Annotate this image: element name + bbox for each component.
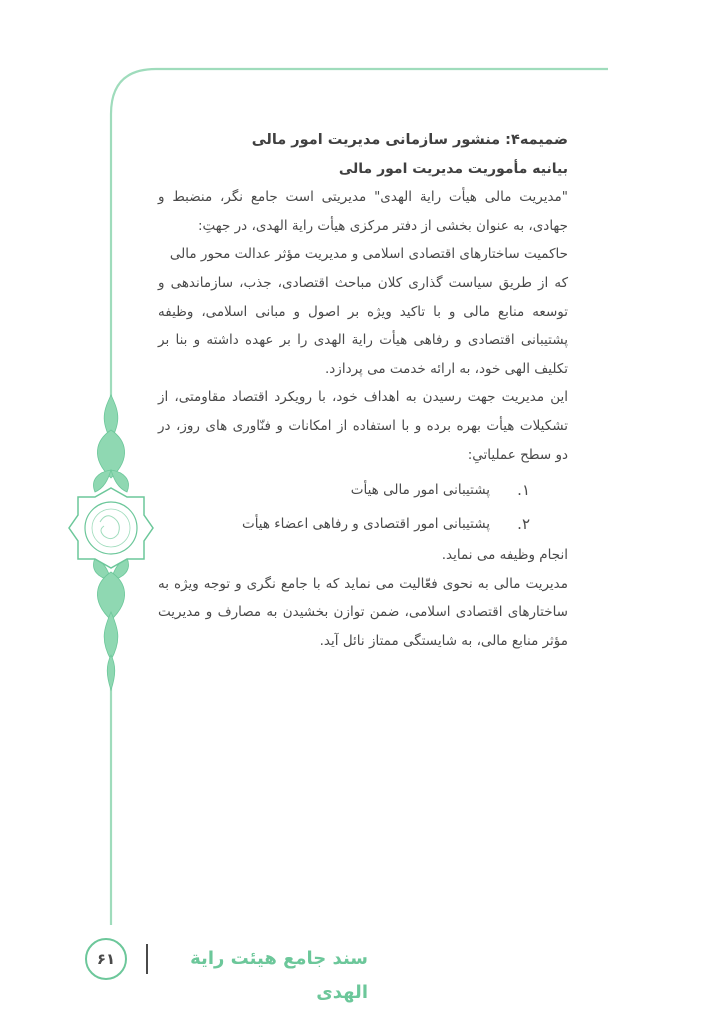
paragraph: مدیریت مالی به نحوی فعّالیت می نماید که با جامع نگری و توجه ویژه به ساختارهای اقتصادی اسلامی، ضمن توازن بخشیدن به مصارف و مدیریت مؤثر منابع مالی، به شایستگی ممتاز نائل آید. [158, 575, 568, 649]
paragraph: که از طریق سیاست گذاری کلان مباحث اقتصادی، جذب، سازماندهی و توسعه منابع مالی و با تاکید ویژه بر اصول و مبانی اسلامی، وظیفه پشتیبانی اقتصادی و رفاهی هیأت رایة الهدی را بر عهده داشته و بنا بر تکلیف الهی خود، به ارائه خدمت می پردازد. [158, 274, 568, 377]
paragraph: این مدیریت جهت رسیدن به اهداف خود، با رویکرد اقتصاد مقاومتی، از تشکیلات هیأت بهره برده و با استفاده از امکانات و فنّاوری های روز، در دو سطح عملیاتیِ: [158, 389, 568, 463]
paragraph: "مدیریت مالی هیأت رایة الهدی" مدیریتی است جامع نگر، منضبط و جهادی، به عنوان بخشی از دفتر مرکزی هیأت رایة الهدی، در جهتِ: [158, 189, 568, 234]
page-number: ۶۱ [96, 950, 116, 968]
list-item-number: ۱. [517, 480, 530, 499]
page-heading: ضمیمه۴: منشور سازمانی مدیریت امور مالی [251, 132, 568, 148]
list-item-text: پشتیبانی امور مالی هیأت [350, 481, 490, 498]
numbered-list [158, 473, 568, 541]
list-item-number: ۲. [517, 514, 530, 533]
list-item [158, 473, 568, 507]
paragraph: انجام وظیفه می نماید. [441, 547, 568, 564]
footer-divider [146, 944, 148, 974]
document-body [158, 126, 568, 656]
list-item-text: پشتیبانی امور اقتصادی و رفاهی اعضاء هیأت [241, 515, 490, 532]
list-item [158, 507, 568, 541]
medallion [69, 488, 153, 568]
paragraph: حاکمیت ساختارهای اقتصادی اسلامی و مدیریت مؤثر عدالت محور مالی [169, 246, 568, 263]
section-subheading: بیانیه مأموریت مدیریت امور مالی [338, 160, 568, 177]
footer-title: سند جامع هیئت رایة الهدی [190, 948, 368, 1003]
